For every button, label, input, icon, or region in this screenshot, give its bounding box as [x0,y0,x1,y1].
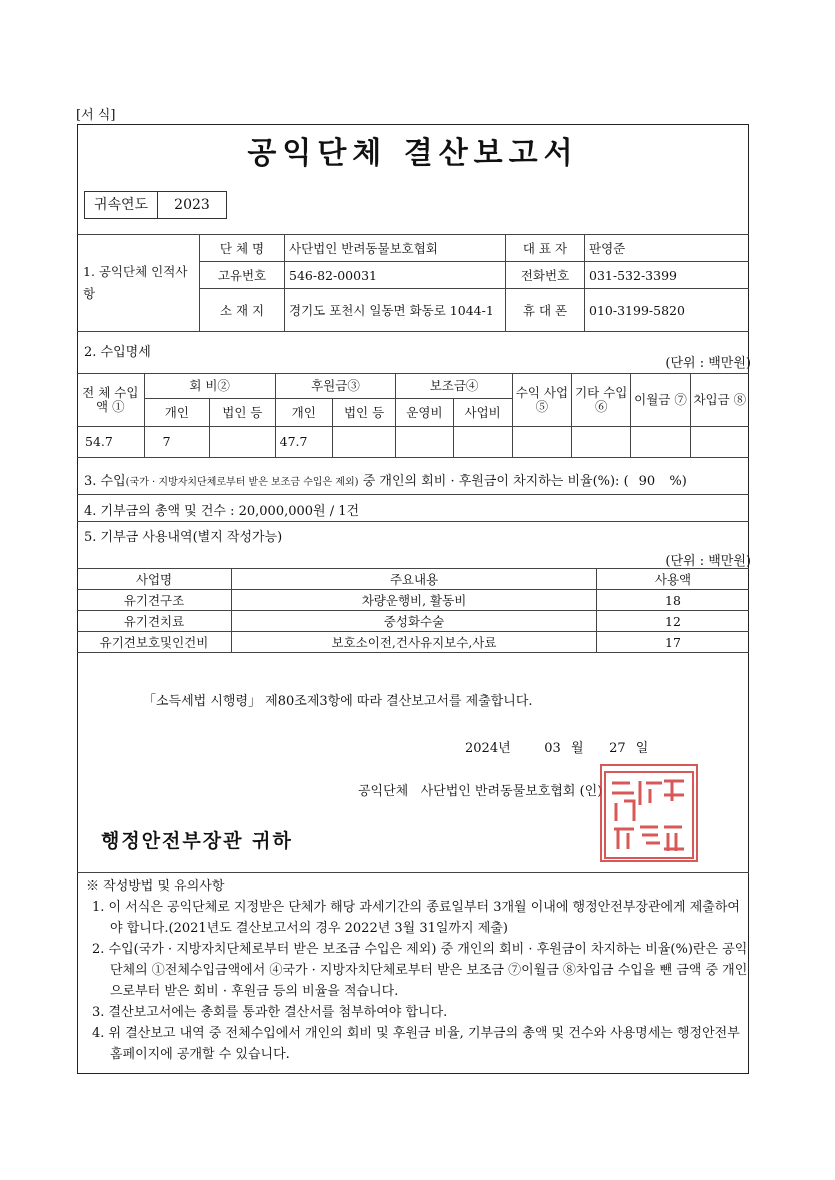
income-table [77,373,749,458]
carryover [631,427,690,458]
col-sub-project: 사업비 [453,399,512,427]
id-label: 고유번호 [200,262,285,289]
donation-usage-table [77,568,749,653]
sub-operating [396,427,453,458]
col-sub-operating: 운영비 [396,399,453,427]
col-profit: 수익 사업 ⑤ [512,374,571,427]
date-month-label: 월 [570,741,584,756]
org-name-label: 단 체 명 [200,235,285,262]
table-row [77,632,749,653]
fiscal-year-box [84,191,227,219]
profit [512,427,571,458]
date-month: 03 [544,741,561,756]
sub-project [453,427,512,458]
amount: 12 [597,611,750,632]
section2-heading: 2. 수입명세 [84,345,151,360]
col-total: 전 체 수입액 ① [77,374,144,427]
col-fee: 회 비② [144,374,275,399]
project-name: 유기견치료 [77,611,232,632]
official-seal [600,764,698,862]
col-project-name: 사업명 [77,569,232,590]
rep-label: 대 표 자 [506,235,585,262]
col-loan: 차입금 ⑧ [690,374,749,427]
table-row [77,611,749,632]
project-name: 유기견보호및인건비 [77,632,232,653]
project-name: 유기견구조 [77,590,232,611]
don-corporate [332,427,395,458]
instructions [86,876,748,1065]
section5-heading: 5. 기부금 사용내역(별지 작성가능) [84,530,283,545]
addr-label: 소 재 지 [200,289,285,332]
col-subsidy: 보조금④ [396,374,512,399]
col-don-corporate: 법인 등 [332,399,395,427]
col-donation: 후원금③ [275,374,396,399]
fee-corporate [210,427,276,458]
description: 중성화수술 [232,611,597,632]
phone-number: 031-532-3399 [585,262,750,289]
seal-icon [602,769,696,861]
rep-name: 판영준 [585,235,750,262]
date-year: 2024년 [465,741,511,756]
phone-label: 전화번호 [506,262,585,289]
other [572,427,631,458]
section2-unit: (단위 : 백만원) [665,356,751,371]
date-day: 27 [609,741,626,756]
fiscal-year-value: 2023 [174,197,210,213]
org-name: 사단법인 반려동물보호협회 [285,235,506,262]
form-label: [서 식] [76,108,116,123]
amount: 17 [597,632,750,653]
description: 보호소이전,건사유지보수,사료 [232,632,597,653]
section3-end: %) [665,474,687,489]
section3-line [84,470,687,489]
org-info-table [77,234,749,332]
date-day-label: 일 [635,741,649,756]
instruction-item: 4. 위 결산보고 내역 중 전체수입에서 개인의 회비 및 후원금 비율, 기부금의 총액 및 건수와 사용명세는 행정안전부 홈페이지에 공개할 수 있습니다. [92,1026,740,1062]
divider [77,494,749,495]
section3-prefix: 3. 수입 [84,474,126,489]
divider [77,521,749,522]
section4-line: 4. 기부금의 총액 및 건수 : 20,000,000원 / 1건 [84,504,360,519]
loan [690,427,749,458]
fee-individual: 7 [144,427,210,458]
mobile-number: 010-3199-5820 [585,289,750,332]
col-fee-individual: 개인 [144,399,210,427]
col-other: 기타 수입 ⑥ [572,374,631,427]
signer-line: 공익단체 사단법인 반려동물보호협회 (인) [358,784,603,799]
col-description: 주요내용 [232,569,597,590]
divider [77,872,749,873]
section3-suffix: 중 개인의 회비 · 후원금이 차지하는 비율(%): ( [358,474,629,489]
col-don-individual: 개인 [275,399,332,427]
table-row [77,590,749,611]
section3-note: (국가 · 지방자치단체로부터 받은 보조금 수입은 제외) [125,477,359,488]
address: 경기도 포천시 일동면 화동로 1044-1 [285,289,506,332]
instructions-heading: ※ 작성방법 및 유의사항 [86,879,225,894]
instruction-item: 3. 결산보고서에는 총회를 통과한 결산서를 첨부하여야 합니다. [92,1005,448,1020]
amount: 18 [597,590,750,611]
fiscal-year-label: 귀속연도 [85,192,158,218]
instruction-item: 2. 수입(국가 · 지방자치단체로부터 받은 보조금 수입은 제외) 중 개인의 회비 · 후원금이 차지하는 비율(%)란은 공익단체의 ①전체수입금액에서 ④국가 · 지방자치단체로부터 받은 보조금 ⑦이월금 ⑧차입금 수입을 뺀 금액 중 개인으로부터 받은 회비 · 후원금 등의 비율을 적습니다. [92,942,748,999]
page-title: 공익단체 결산보고서 [247,136,579,171]
section5-unit: (단위 : 백만원) [665,554,751,569]
ratio-value: 90 [638,474,656,489]
total-income: 54.7 [77,427,144,458]
id-number: 546-82-00031 [285,262,506,289]
col-amount: 사용액 [597,569,750,590]
addressee: 행정안전부장관 귀하 [101,830,293,852]
section1-heading: 1. 공익단체 인적사항 [77,235,200,332]
submission-statement: 「소득세법 시행령」 제80조제3항에 따라 결산보고서를 제출합니다. [143,694,533,709]
submission-date [465,737,648,756]
instruction-item: 1. 이 서식은 공익단체로 지정받은 단체가 해당 과세기간의 종료일부터 3개월 이내에 행정안전부장관에게 제출하여야 합니다.(2021년도 결산보고서의 경우 2022년 3월 31일까지 제출) [92,900,740,936]
col-fee-corporate: 법인 등 [210,399,276,427]
don-individual: 47.7 [275,427,332,458]
col-carryover: 이월금 ⑦ [631,374,690,427]
mobile-label: 휴 대 폰 [506,289,585,332]
description: 차량운행비, 활동비 [232,590,597,611]
table-row [77,427,749,458]
